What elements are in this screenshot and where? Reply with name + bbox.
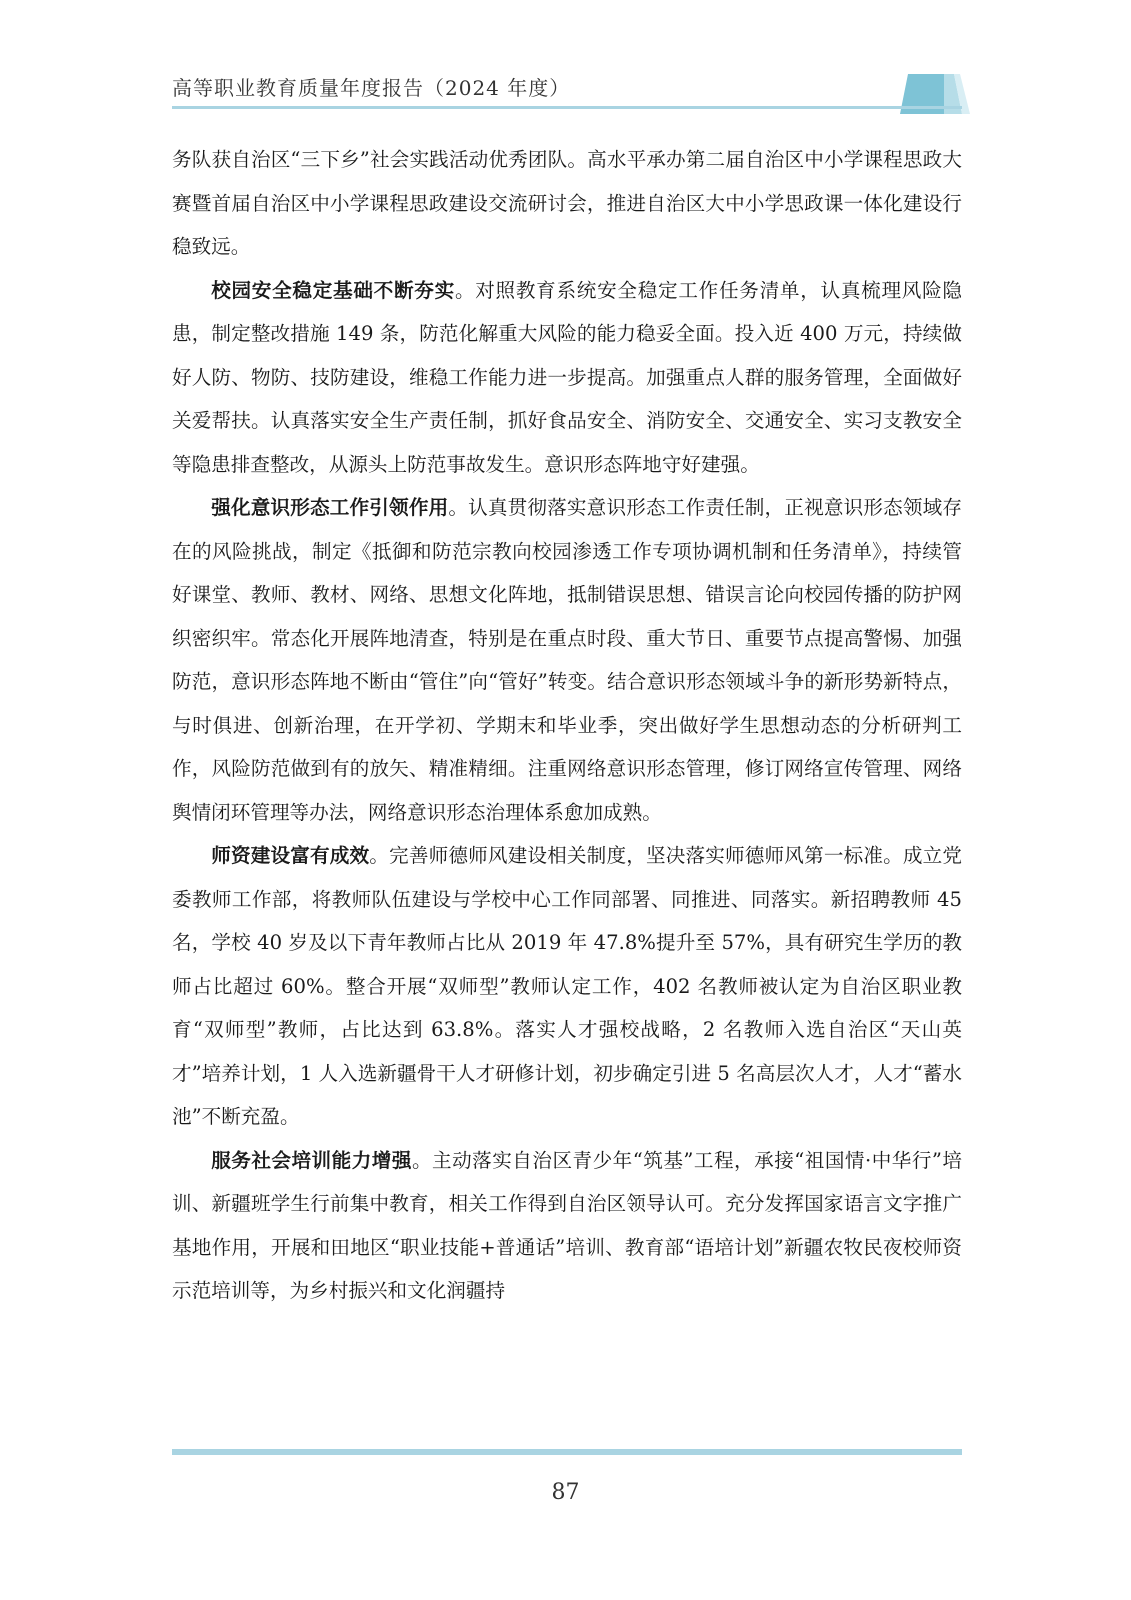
paragraph-text: 务队获自治区“三下乡”社会实践活动优秀团队。高水平承办第二届自治区中小学课程思政大赛暨首届自治区中小学课程思政建设交流研讨会，推进自治区大中小学思政课一体化建设行稳致远。 [172, 148, 962, 258]
header-rule [172, 106, 962, 109]
footer-rule [172, 1449, 962, 1455]
paragraph-lead: 强化意识形态工作引领作用 [211, 496, 449, 519]
paragraph-social-training [172, 1139, 962, 1313]
paragraph-text: 。认真贯彻落实意识形态工作责任制，正视意识形态领域存在的风险挑战，制定《抵御和防范宗教向校园渗透工作专项协调机制和任务清单》，持续管好课堂、教师、教材、网络、思想文化阵地，抵制错误思想、错误言论向校园传播的防护网织密织牢。常态化开展阵地清查，特别是在重点时段、重大节日、重要节点提高警惕、加强防范，意识形态阵地不断由“管住”向“管好”转变。结合意识形态领域斗争的新形势新特点，与时俱进、创新治理，在开学初、学期末和毕业季，突出做好学生思想动态的分析研判工作，风险防范做到有的放矢、精准精细。注重网络意识形态管理，修订网络宣传管理、网络舆情闭环管理等办法，网络意识形态治理体系愈加成熟。 [172, 496, 963, 824]
page-number: 87 [551, 1480, 580, 1505]
paragraph-text: 。对照教育系统安全稳定工作任务清单，认真梳理风险隐患，制定整改措施 149 条，防范化解重大风险的能力稳妥全面。投入近 400 万元，持续做好人防、物防、技防建设，维稳工作能力进一步提高。加强重点人群的服务管理，全面做好关爱帮扶。认真落实安全生产责任制，抓好食品安全、消防安全、交通安全、实习支教安全等隐患排查整改，从源头上防范事故发生。意识形态阵地守好建强。 [172, 278, 963, 476]
paragraph-text: 。主动落实自治区青少年“筑基”工程，承接“祖国情·中华行”培训、新疆班学生行前集中教育，相关工作得到自治区领导认可。充分发挥国家语言文字推广基地作用，开展和田地区“职业技能+普通话”培训、教育部“语培计划”新疆农牧民夜校师资示范培训等，为乡村振兴和文化润疆持 [172, 1148, 963, 1302]
paragraph-faculty [172, 834, 962, 1139]
paragraph-lead: 服务社会培训能力增强 [211, 1148, 412, 1172]
paragraph-ideology [172, 486, 962, 834]
paragraph-lead: 校园安全稳定基础不断夯实 [211, 278, 455, 302]
body-text [172, 138, 962, 1313]
paragraph-text: 。完善师德师风建设相关制度，坚决落实师德师风第一标准。成立党委教师工作部，将教师队伍建设与学校中心工作同部署、同推进、同落实。新招聘教师 45 名，学校 40 岁及以下青年教师占比从 2019 年 47.8%提升至 57%，具有研究生学历的教师占比超过 60%。整合开展“双师型”教师认定工作，402 名教师被认定为自治区职业教育“双师型”教师，占比达到 63.8%。落实人才强校战略，2 名教师入选自治区“天山英才”培养计划，1 人入选新疆骨干人才研修计划，初步确定引进 5 名高层次人才，人才“蓄水池”不断充盈。 [172, 844, 963, 1128]
running-header-title: 高等职业教育质量年度报告（2024 年度） [172, 76, 571, 100]
paragraph-lead: 师资建设富有成效 [211, 844, 370, 867]
paragraph-campus-safety [172, 269, 962, 487]
paragraph-continuation [172, 138, 962, 269]
